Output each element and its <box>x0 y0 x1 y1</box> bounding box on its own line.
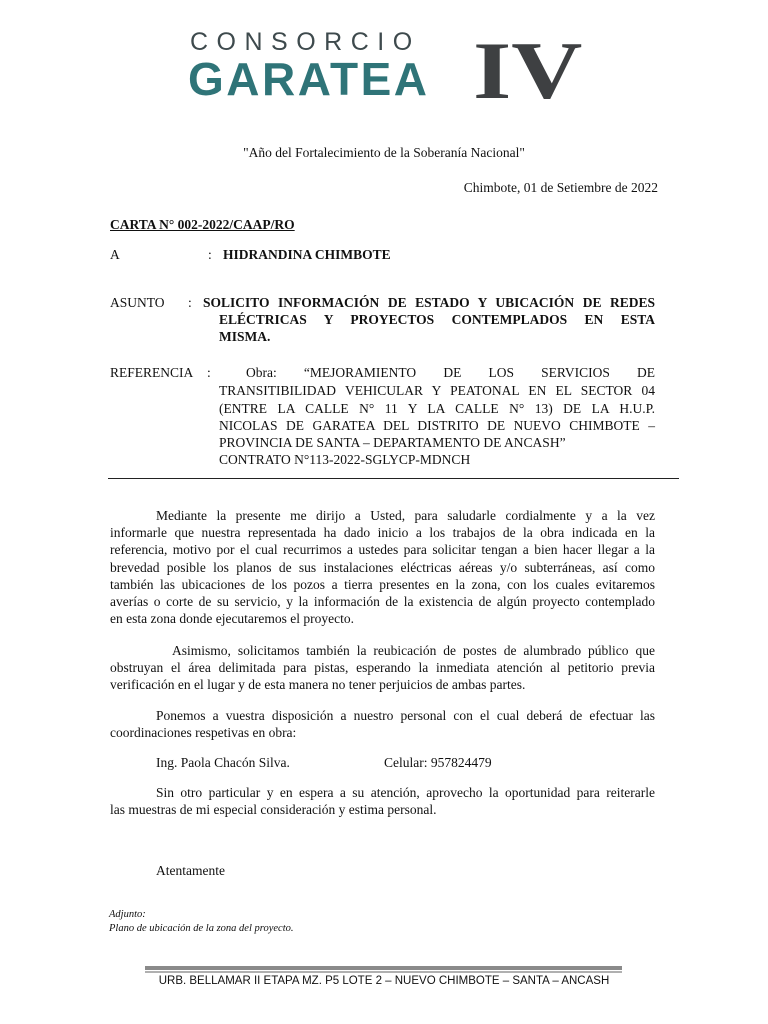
subject-line-3: MISMA. <box>219 329 271 344</box>
paragraph-2-line: Asimismo, solicitamos también la reubicación de postes de alumbrado público que <box>172 643 655 658</box>
logo-garatea-text: GARATEA <box>188 53 430 105</box>
reference-line-5: PROVINCIA DE SANTA – DEPARTAMENTO DE ANCASH” <box>219 435 566 450</box>
logo-numeral: IV <box>473 25 583 116</box>
reference-label: REFERENCIA <box>110 365 194 380</box>
to-colon: : <box>208 247 212 262</box>
subject-colon: : <box>188 295 192 310</box>
attachment-item: Plano de ubicación de la zona del proyecto. <box>109 923 294 934</box>
paragraph-1-line: averías o corte de su servicio, y la información de la existencia de algún proyecto contemplado <box>110 594 655 610</box>
subject-line-1: SOLICITO INFORMACIÓN DE ESTADO Y UBICACIÓN DE REDES <box>203 295 655 310</box>
footer-bar-thin <box>145 971 622 973</box>
to-value: HIDRANDINA CHIMBOTE <box>223 247 391 262</box>
closing: Atentamente <box>156 863 225 878</box>
paragraph-3 <box>110 707 655 741</box>
reference-line-2: TRANSITIBILIDAD VEHICULAR Y PEATONAL EN EL SECTOR 04 <box>219 383 655 398</box>
reference-line-6: CONTRATO N°113-2022-SGLYCP-MDNCH <box>219 452 471 467</box>
footer-address: URB. BELLAMAR II ETAPA MZ. P5 LOTE 2 – NUEVO CHIMBOTE – SANTA – ANCASH <box>158 975 610 987</box>
reference-line-3: (ENTRE LA CALLE N° 11 Y LA CALLE N° 13) DE LA H.U.P. <box>219 401 655 416</box>
paragraph-2 <box>110 642 655 694</box>
year-motto: "Año del Fortalecimiento de la Soberanía Nacional" <box>243 145 525 160</box>
paragraph-1-line: brevedad posible los planos de sus instalaciones eléctricas aéreas y/o subterráneas, así como <box>110 559 655 575</box>
subject-label: ASUNTO <box>110 295 165 310</box>
reference-line-4: NICOLAS DE GARATEA DEL DISTRITO DE NUEVO CHIMBOTE – <box>219 418 655 433</box>
paragraph-3-line: coordinaciones respetivas en obra: <box>110 725 297 741</box>
paragraph-2-line: verificación en el lugar y de esta manera no tener perjuicios de ambas partes. <box>110 677 526 693</box>
paragraph-1-line: también las ubicaciones de los pozos a tierra presentes en la zona, con los cuales evitaremos <box>110 576 655 592</box>
reference-colon: : <box>207 365 211 380</box>
contact-name: Ing. Paola Chacón Silva. <box>156 755 290 770</box>
attachment-label: Adjunto: <box>109 909 146 920</box>
letter-date: Chimbote, 01 de Setiembre de 2022 <box>463 180 658 195</box>
paragraph-1 <box>110 507 655 627</box>
paragraph-4-line: las muestras de mi especial consideración y estima personal. <box>110 802 437 818</box>
paragraph-1-line: informarle que nuestra representada ha dado inicio a los trabajos de la obra indicada en la <box>110 525 655 541</box>
contact-phone: Celular: 957824479 <box>384 755 492 770</box>
to-label: A <box>110 247 120 262</box>
footer-bar <box>145 966 622 970</box>
paragraph-2-line: obstruyan el área delimitada para pistas, esperando la inmediata atención al petitorio previa <box>110 660 655 676</box>
reference-line-1: Obra: “MEJORAMIENTO DE LOS SERVICIOS DE <box>246 365 655 380</box>
paragraph-1-line: en esta zona donde ejecutaremos el proyecto. <box>110 611 355 627</box>
letter-number: CARTA N° 002-2022/CAAP/RO <box>110 217 295 232</box>
paragraph-1-line: referencia, motivo por el cual recurrimos a ustedes para solicitar tengan a bien hacer llegar a la <box>110 542 655 558</box>
paragraph-4 <box>110 784 655 818</box>
paragraph-3-line: Ponemos a vuestra disposición a nuestro personal con el cual deberá de efectuar las <box>156 708 655 723</box>
paragraph-1-line: Mediante la presente me dirijo a Usted, para saludarle cordialmente y a la vez <box>156 508 655 523</box>
header-divider <box>108 478 679 479</box>
subject-line-2: ELÉCTRICAS Y PROYECTOS CONTEMPLADOS EN ESTA <box>219 312 655 327</box>
logo-consorcio-text: CONSORCIO <box>190 28 421 56</box>
paragraph-4-line: Sin otro particular y en espera a su atención, aprovecho la oportunidad para reiterarle <box>156 785 655 800</box>
